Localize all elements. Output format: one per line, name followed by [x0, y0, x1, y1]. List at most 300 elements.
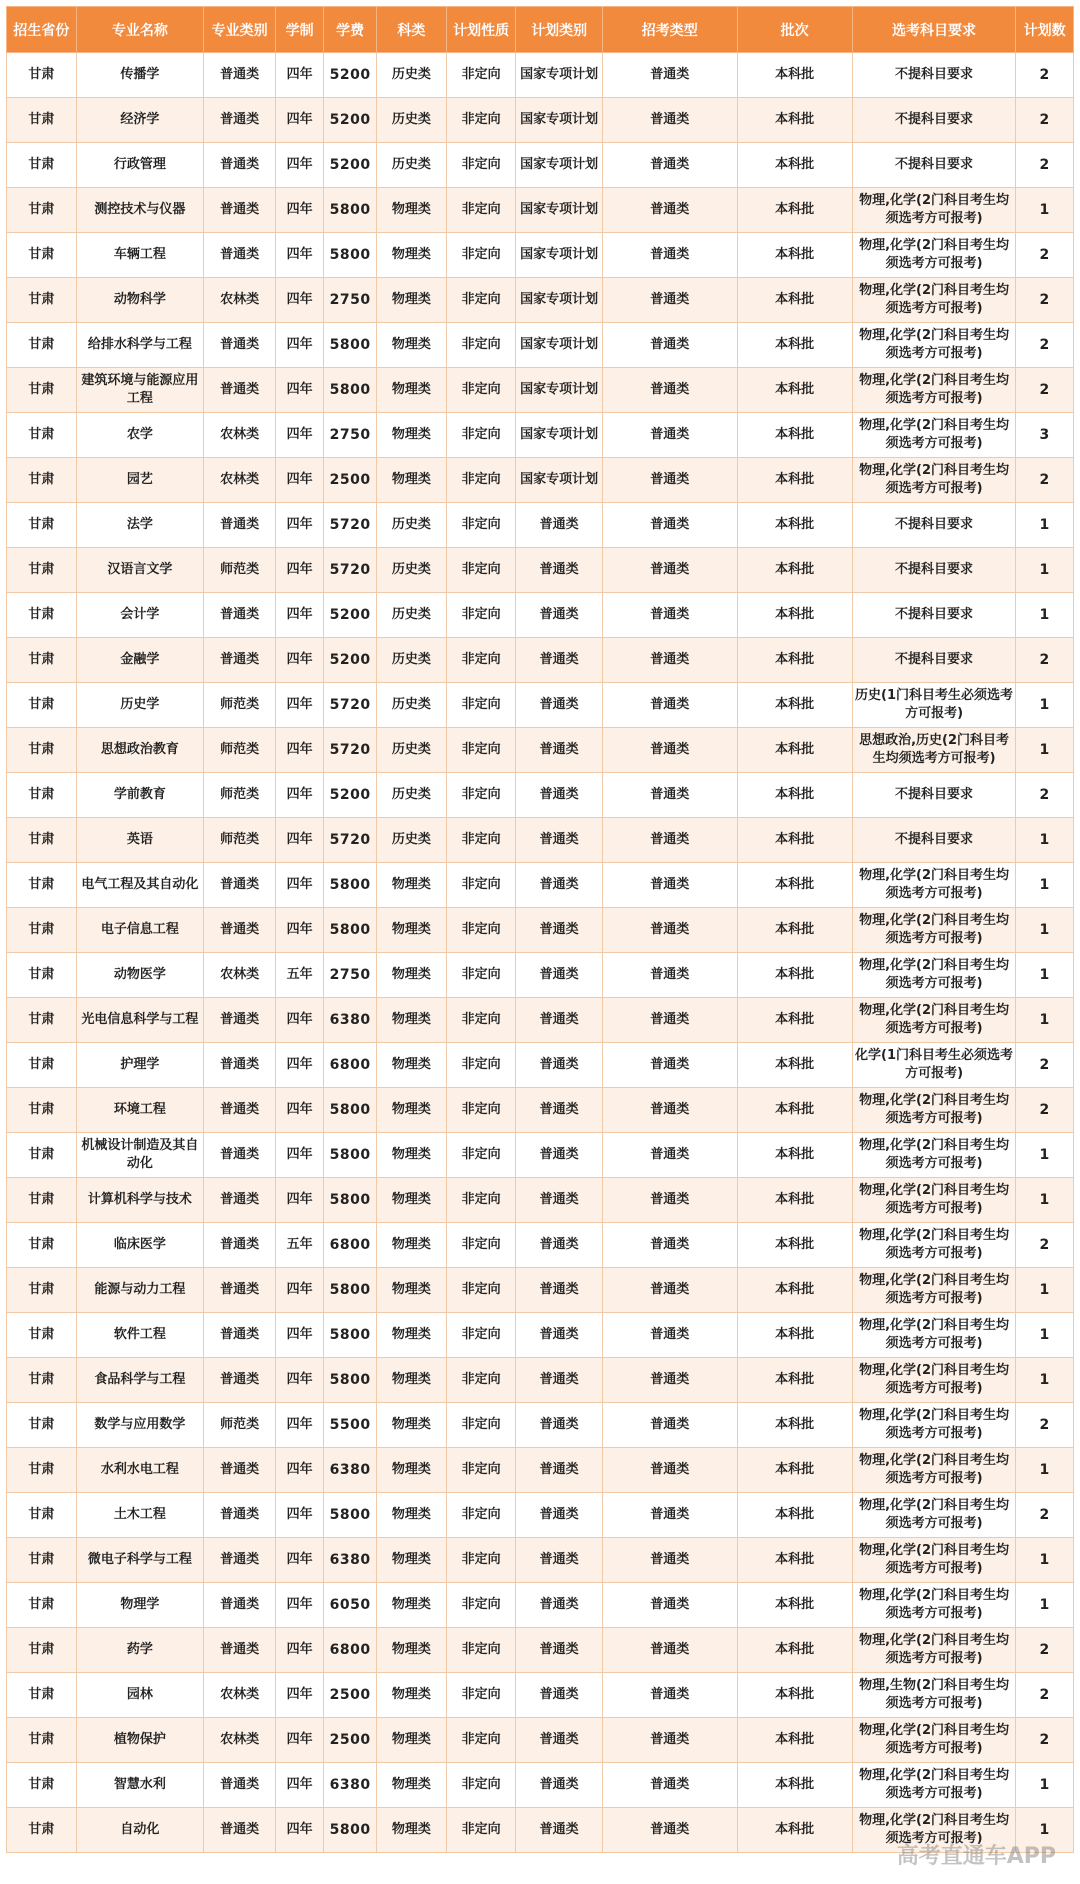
table-row [7, 1358, 1074, 1403]
cell-subject-track: 物理类 [377, 233, 447, 278]
cell-plan-nature: 非定向 [446, 1673, 516, 1718]
cell-plan-category: 普通类 [516, 1628, 603, 1673]
cell-province: 甘肃 [7, 773, 77, 818]
cell-major: 土木工程 [76, 1493, 203, 1538]
cell-tuition: 5800 [324, 233, 377, 278]
cell-admission-type: 普通类 [602, 233, 737, 278]
cell-plan-nature: 非定向 [446, 53, 516, 98]
cell-tuition: 5200 [324, 638, 377, 683]
cell-admission-type: 普通类 [602, 548, 737, 593]
cell-tuition: 5200 [324, 593, 377, 638]
cell-batch: 本科批 [737, 1043, 852, 1088]
cell-admission-type: 普通类 [602, 53, 737, 98]
cell-duration: 四年 [276, 1178, 324, 1223]
table-row [7, 593, 1074, 638]
cell-plan-nature: 非定向 [446, 728, 516, 773]
cell-plan-nature: 非定向 [446, 1763, 516, 1808]
table-row [7, 143, 1074, 188]
column-header: 专业名称 [76, 7, 203, 53]
cell-plan-nature: 非定向 [446, 1268, 516, 1313]
cell-duration: 四年 [276, 413, 324, 458]
cell-province: 甘肃 [7, 1133, 77, 1178]
cell-major-category: 普通类 [204, 368, 276, 413]
cell-plan-category: 普通类 [516, 1133, 603, 1178]
cell-duration: 四年 [276, 98, 324, 143]
cell-admission-type: 普通类 [602, 1583, 737, 1628]
cell-admission-type: 普通类 [602, 1493, 737, 1538]
cell-subject-track: 物理类 [377, 953, 447, 998]
cell-subject-track: 物理类 [377, 1493, 447, 1538]
table-row [7, 1583, 1074, 1628]
cell-major: 英语 [76, 818, 203, 863]
cell-province: 甘肃 [7, 908, 77, 953]
cell-subject-track: 物理类 [377, 1583, 447, 1628]
cell-province: 甘肃 [7, 1673, 77, 1718]
cell-subject-track: 物理类 [377, 458, 447, 503]
cell-major-category: 师范类 [204, 683, 276, 728]
cell-plan-nature: 非定向 [446, 1223, 516, 1268]
cell-admission-type: 普通类 [602, 458, 737, 503]
cell-duration: 四年 [276, 1673, 324, 1718]
cell-subject-track: 物理类 [377, 368, 447, 413]
cell-subject-requirement: 不提科目要求 [852, 548, 1015, 593]
cell-plan-category: 普通类 [516, 1808, 603, 1853]
cell-batch: 本科批 [737, 1088, 852, 1133]
cell-plan-category: 普通类 [516, 1493, 603, 1538]
cell-subject-track: 历史类 [377, 683, 447, 728]
table-row [7, 908, 1074, 953]
cell-batch: 本科批 [737, 1178, 852, 1223]
table-row [7, 1628, 1074, 1673]
cell-subject-requirement: 物理,化学(2门科目考生均须选考方可报考) [852, 1223, 1015, 1268]
cell-subject-track: 物理类 [377, 1178, 447, 1223]
cell-admission-type: 普通类 [602, 1268, 737, 1313]
cell-subject-requirement: 物理,化学(2门科目考生均须选考方可报考) [852, 278, 1015, 323]
cell-plan-category: 普通类 [516, 1043, 603, 1088]
table-row [7, 413, 1074, 458]
table-row [7, 728, 1074, 773]
cell-admission-type: 普通类 [602, 1808, 737, 1853]
cell-subject-requirement: 不提科目要求 [852, 773, 1015, 818]
cell-plan-nature: 非定向 [446, 1358, 516, 1403]
cell-major-category: 农林类 [204, 953, 276, 998]
cell-major-category: 普通类 [204, 1448, 276, 1493]
cell-major: 金融学 [76, 638, 203, 683]
cell-plan-nature: 非定向 [446, 368, 516, 413]
cell-plan-count: 2 [1016, 1403, 1074, 1448]
cell-duration: 四年 [276, 1268, 324, 1313]
cell-subject-requirement: 思想政治,历史(2门科目考生均须选考方可报考) [852, 728, 1015, 773]
cell-subject-track: 历史类 [377, 548, 447, 593]
table-row [7, 1178, 1074, 1223]
cell-plan-category: 普通类 [516, 1403, 603, 1448]
cell-plan-count: 2 [1016, 458, 1074, 503]
cell-subject-requirement: 物理,化学(2门科目考生均须选考方可报考) [852, 1448, 1015, 1493]
cell-subject-track: 物理类 [377, 1403, 447, 1448]
cell-duration: 四年 [276, 1583, 324, 1628]
cell-province: 甘肃 [7, 53, 77, 98]
cell-major: 软件工程 [76, 1313, 203, 1358]
cell-province: 甘肃 [7, 548, 77, 593]
cell-admission-type: 普通类 [602, 1223, 737, 1268]
cell-plan-nature: 非定向 [446, 143, 516, 188]
cell-major: 微电子科学与工程 [76, 1538, 203, 1583]
cell-subject-requirement: 物理,化学(2门科目考生均须选考方可报考) [852, 458, 1015, 503]
cell-major-category: 农林类 [204, 458, 276, 503]
cell-plan-category: 国家专项计划 [516, 188, 603, 233]
cell-plan-category: 国家专项计划 [516, 143, 603, 188]
cell-major-category: 普通类 [204, 1538, 276, 1583]
cell-province: 甘肃 [7, 1088, 77, 1133]
cell-tuition: 2750 [324, 278, 377, 323]
table-row [7, 1088, 1074, 1133]
cell-plan-category: 普通类 [516, 1718, 603, 1763]
cell-subject-track: 物理类 [377, 1133, 447, 1178]
cell-subject-track: 历史类 [377, 593, 447, 638]
cell-duration: 四年 [276, 233, 324, 278]
cell-plan-category: 普通类 [516, 1178, 603, 1223]
table-body [7, 53, 1074, 1853]
cell-subject-requirement: 不提科目要求 [852, 593, 1015, 638]
cell-duration: 四年 [276, 1493, 324, 1538]
cell-province: 甘肃 [7, 1268, 77, 1313]
cell-tuition: 5800 [324, 863, 377, 908]
cell-batch: 本科批 [737, 278, 852, 323]
cell-major: 经济学 [76, 98, 203, 143]
cell-duration: 四年 [276, 1763, 324, 1808]
cell-admission-type: 普通类 [602, 863, 737, 908]
cell-subject-requirement: 物理,化学(2门科目考生均须选考方可报考) [852, 998, 1015, 1043]
cell-batch: 本科批 [737, 233, 852, 278]
cell-plan-category: 普通类 [516, 998, 603, 1043]
cell-major: 食品科学与工程 [76, 1358, 203, 1403]
cell-duration: 四年 [276, 1628, 324, 1673]
cell-major-category: 农林类 [204, 413, 276, 458]
cell-plan-nature: 非定向 [446, 1178, 516, 1223]
cell-tuition: 2500 [324, 1673, 377, 1718]
cell-duration: 四年 [276, 908, 324, 953]
cell-duration: 四年 [276, 1718, 324, 1763]
cell-subject-track: 物理类 [377, 1043, 447, 1088]
cell-subject-track: 历史类 [377, 53, 447, 98]
column-header: 学制 [276, 7, 324, 53]
cell-plan-count: 1 [1016, 728, 1074, 773]
cell-tuition: 6800 [324, 1628, 377, 1673]
cell-tuition: 5800 [324, 1493, 377, 1538]
cell-major: 农学 [76, 413, 203, 458]
cell-admission-type: 普通类 [602, 683, 737, 728]
admissions-plan-table-container [6, 6, 1074, 1853]
cell-subject-track: 历史类 [377, 773, 447, 818]
cell-plan-category: 普通类 [516, 1088, 603, 1133]
table-row [7, 548, 1074, 593]
cell-plan-nature: 非定向 [446, 188, 516, 233]
cell-admission-type: 普通类 [602, 638, 737, 683]
cell-major-category: 师范类 [204, 728, 276, 773]
cell-province: 甘肃 [7, 278, 77, 323]
cell-major: 智慧水利 [76, 1763, 203, 1808]
cell-duration: 四年 [276, 683, 324, 728]
cell-plan-count: 3 [1016, 413, 1074, 458]
cell-subject-track: 历史类 [377, 503, 447, 548]
cell-major-category: 普通类 [204, 593, 276, 638]
column-header: 招考类型 [602, 7, 737, 53]
table-row [7, 1538, 1074, 1583]
cell-plan-count: 2 [1016, 1223, 1074, 1268]
cell-plan-count: 2 [1016, 323, 1074, 368]
cell-tuition: 2750 [324, 953, 377, 998]
cell-batch: 本科批 [737, 638, 852, 683]
cell-batch: 本科批 [737, 1583, 852, 1628]
cell-batch: 本科批 [737, 1493, 852, 1538]
cell-admission-type: 普通类 [602, 1628, 737, 1673]
cell-major-category: 普通类 [204, 1088, 276, 1133]
cell-plan-count: 2 [1016, 638, 1074, 683]
cell-plan-count: 1 [1016, 1448, 1074, 1493]
cell-plan-category: 普通类 [516, 593, 603, 638]
cell-plan-nature: 非定向 [446, 1493, 516, 1538]
cell-batch: 本科批 [737, 818, 852, 863]
cell-duration: 四年 [276, 728, 324, 773]
cell-tuition: 5800 [324, 1088, 377, 1133]
cell-major: 会计学 [76, 593, 203, 638]
cell-major-category: 普通类 [204, 188, 276, 233]
cell-subject-requirement: 物理,化学(2门科目考生均须选考方可报考) [852, 323, 1015, 368]
cell-plan-category: 普通类 [516, 1268, 603, 1313]
cell-batch: 本科批 [737, 1628, 852, 1673]
cell-major-category: 师范类 [204, 773, 276, 818]
cell-plan-count: 1 [1016, 1763, 1074, 1808]
table-row [7, 278, 1074, 323]
cell-major: 车辆工程 [76, 233, 203, 278]
cell-plan-nature: 非定向 [446, 638, 516, 683]
cell-major-category: 普通类 [204, 1808, 276, 1853]
cell-admission-type: 普通类 [602, 998, 737, 1043]
cell-subject-track: 物理类 [377, 1313, 447, 1358]
cell-province: 甘肃 [7, 863, 77, 908]
cell-batch: 本科批 [737, 458, 852, 503]
cell-subject-requirement: 物理,化学(2门科目考生均须选考方可报考) [852, 1718, 1015, 1763]
cell-plan-nature: 非定向 [446, 773, 516, 818]
cell-plan-count: 1 [1016, 683, 1074, 728]
cell-major-category: 普通类 [204, 1493, 276, 1538]
table-row [7, 53, 1074, 98]
cell-duration: 四年 [276, 323, 324, 368]
cell-admission-type: 普通类 [602, 1403, 737, 1448]
cell-duration: 四年 [276, 593, 324, 638]
table-row [7, 1448, 1074, 1493]
cell-plan-count: 2 [1016, 53, 1074, 98]
cell-admission-type: 普通类 [602, 1178, 737, 1223]
cell-plan-count: 1 [1016, 863, 1074, 908]
cell-major: 计算机科学与技术 [76, 1178, 203, 1223]
column-header: 选考科目要求 [852, 7, 1015, 53]
cell-plan-category: 国家专项计划 [516, 233, 603, 278]
cell-subject-track: 物理类 [377, 1088, 447, 1133]
cell-subject-requirement: 物理,化学(2门科目考生均须选考方可报考) [852, 1628, 1015, 1673]
cell-major: 药学 [76, 1628, 203, 1673]
cell-batch: 本科批 [737, 863, 852, 908]
table-header-row [7, 7, 1074, 53]
cell-plan-count: 2 [1016, 98, 1074, 143]
cell-duration: 四年 [276, 1313, 324, 1358]
cell-tuition: 5800 [324, 1133, 377, 1178]
cell-plan-category: 普通类 [516, 773, 603, 818]
cell-province: 甘肃 [7, 1448, 77, 1493]
cell-major: 历史学 [76, 683, 203, 728]
cell-batch: 本科批 [737, 1313, 852, 1358]
cell-province: 甘肃 [7, 1583, 77, 1628]
cell-plan-category: 普通类 [516, 1448, 603, 1493]
cell-tuition: 6800 [324, 1223, 377, 1268]
cell-province: 甘肃 [7, 593, 77, 638]
cell-subject-track: 物理类 [377, 188, 447, 233]
table-row [7, 1718, 1074, 1763]
cell-province: 甘肃 [7, 503, 77, 548]
cell-duration: 四年 [276, 458, 324, 503]
table-row [7, 1403, 1074, 1448]
cell-subject-requirement: 不提科目要求 [852, 638, 1015, 683]
cell-subject-track: 物理类 [377, 1268, 447, 1313]
cell-tuition: 5200 [324, 98, 377, 143]
cell-admission-type: 普通类 [602, 143, 737, 188]
cell-plan-nature: 非定向 [446, 1448, 516, 1493]
cell-province: 甘肃 [7, 1538, 77, 1583]
cell-plan-nature: 非定向 [446, 1628, 516, 1673]
cell-batch: 本科批 [737, 143, 852, 188]
cell-tuition: 5200 [324, 143, 377, 188]
cell-duration: 四年 [276, 863, 324, 908]
cell-major-category: 普通类 [204, 98, 276, 143]
column-header: 计划性质 [446, 7, 516, 53]
cell-batch: 本科批 [737, 548, 852, 593]
cell-major: 动物医学 [76, 953, 203, 998]
cell-duration: 四年 [276, 1448, 324, 1493]
cell-major: 给排水科学与工程 [76, 323, 203, 368]
cell-major: 园林 [76, 1673, 203, 1718]
cell-province: 甘肃 [7, 413, 77, 458]
cell-province: 甘肃 [7, 188, 77, 233]
cell-admission-type: 普通类 [602, 1358, 737, 1403]
table-row [7, 233, 1074, 278]
table-row [7, 323, 1074, 368]
cell-plan-nature: 非定向 [446, 1043, 516, 1088]
cell-admission-type: 普通类 [602, 593, 737, 638]
cell-plan-count: 2 [1016, 278, 1074, 323]
cell-plan-nature: 非定向 [446, 1313, 516, 1358]
cell-subject-requirement: 物理,化学(2门科目考生均须选考方可报考) [852, 1403, 1015, 1448]
table-row [7, 998, 1074, 1043]
cell-major-category: 普通类 [204, 1268, 276, 1313]
cell-major-category: 普通类 [204, 998, 276, 1043]
cell-major-category: 普通类 [204, 1358, 276, 1403]
cell-subject-requirement: 历史(1门科目考生必须选考方可报考) [852, 683, 1015, 728]
cell-plan-count: 1 [1016, 1358, 1074, 1403]
cell-tuition: 5200 [324, 53, 377, 98]
cell-plan-category: 普通类 [516, 1673, 603, 1718]
cell-subject-requirement: 物理,化学(2门科目考生均须选考方可报考) [852, 1088, 1015, 1133]
cell-batch: 本科批 [737, 908, 852, 953]
cell-plan-nature: 非定向 [446, 998, 516, 1043]
cell-major-category: 普通类 [204, 143, 276, 188]
cell-tuition: 5800 [324, 368, 377, 413]
cell-duration: 四年 [276, 368, 324, 413]
table-row [7, 458, 1074, 503]
cell-subject-requirement: 物理,化学(2门科目考生均须选考方可报考) [852, 863, 1015, 908]
cell-batch: 本科批 [737, 953, 852, 998]
cell-major-category: 农林类 [204, 1673, 276, 1718]
cell-province: 甘肃 [7, 998, 77, 1043]
table-row [7, 818, 1074, 863]
cell-admission-type: 普通类 [602, 368, 737, 413]
cell-subject-requirement: 化学(1门科目考生必须选考方可报考) [852, 1043, 1015, 1088]
cell-major: 思想政治教育 [76, 728, 203, 773]
cell-plan-count: 1 [1016, 1538, 1074, 1583]
cell-batch: 本科批 [737, 1673, 852, 1718]
cell-plan-nature: 非定向 [446, 683, 516, 728]
cell-major: 测控技术与仪器 [76, 188, 203, 233]
cell-subject-track: 物理类 [377, 1538, 447, 1583]
cell-province: 甘肃 [7, 143, 77, 188]
cell-plan-category: 国家专项计划 [516, 278, 603, 323]
cell-plan-nature: 非定向 [446, 503, 516, 548]
cell-province: 甘肃 [7, 1358, 77, 1403]
cell-province: 甘肃 [7, 233, 77, 278]
cell-plan-nature: 非定向 [446, 413, 516, 458]
cell-subject-track: 历史类 [377, 818, 447, 863]
cell-plan-nature: 非定向 [446, 1808, 516, 1853]
cell-major: 法学 [76, 503, 203, 548]
cell-subject-track: 物理类 [377, 1808, 447, 1853]
cell-major-category: 普通类 [204, 503, 276, 548]
cell-subject-track: 物理类 [377, 998, 447, 1043]
cell-plan-nature: 非定向 [446, 98, 516, 143]
cell-plan-nature: 非定向 [446, 863, 516, 908]
cell-plan-category: 普通类 [516, 1358, 603, 1403]
cell-major: 机械设计制造及其自动化 [76, 1133, 203, 1178]
table-row [7, 98, 1074, 143]
table-row [7, 368, 1074, 413]
cell-duration: 四年 [276, 53, 324, 98]
cell-subject-requirement: 物理,化学(2门科目考生均须选考方可报考) [852, 1583, 1015, 1628]
cell-plan-category: 普通类 [516, 638, 603, 683]
cell-duration: 四年 [276, 1088, 324, 1133]
cell-plan-nature: 非定向 [446, 1403, 516, 1448]
column-header: 计划类别 [516, 7, 603, 53]
table-row [7, 1313, 1074, 1358]
cell-subject-requirement: 不提科目要求 [852, 503, 1015, 548]
cell-province: 甘肃 [7, 98, 77, 143]
cell-subject-track: 物理类 [377, 1673, 447, 1718]
cell-tuition: 5800 [324, 1808, 377, 1853]
cell-admission-type: 普通类 [602, 773, 737, 818]
cell-admission-type: 普通类 [602, 413, 737, 458]
cell-province: 甘肃 [7, 1223, 77, 1268]
cell-plan-count: 1 [1016, 1583, 1074, 1628]
cell-major: 物理学 [76, 1583, 203, 1628]
cell-plan-category: 普通类 [516, 953, 603, 998]
cell-plan-nature: 非定向 [446, 593, 516, 638]
cell-tuition: 5720 [324, 728, 377, 773]
cell-plan-nature: 非定向 [446, 1718, 516, 1763]
cell-major: 学前教育 [76, 773, 203, 818]
cell-batch: 本科批 [737, 1133, 852, 1178]
cell-subject-requirement: 物理,化学(2门科目考生均须选考方可报考) [852, 1313, 1015, 1358]
cell-plan-category: 普通类 [516, 1313, 603, 1358]
cell-tuition: 5200 [324, 773, 377, 818]
cell-subject-requirement: 物理,化学(2门科目考生均须选考方可报考) [852, 413, 1015, 458]
cell-plan-category: 国家专项计划 [516, 413, 603, 458]
